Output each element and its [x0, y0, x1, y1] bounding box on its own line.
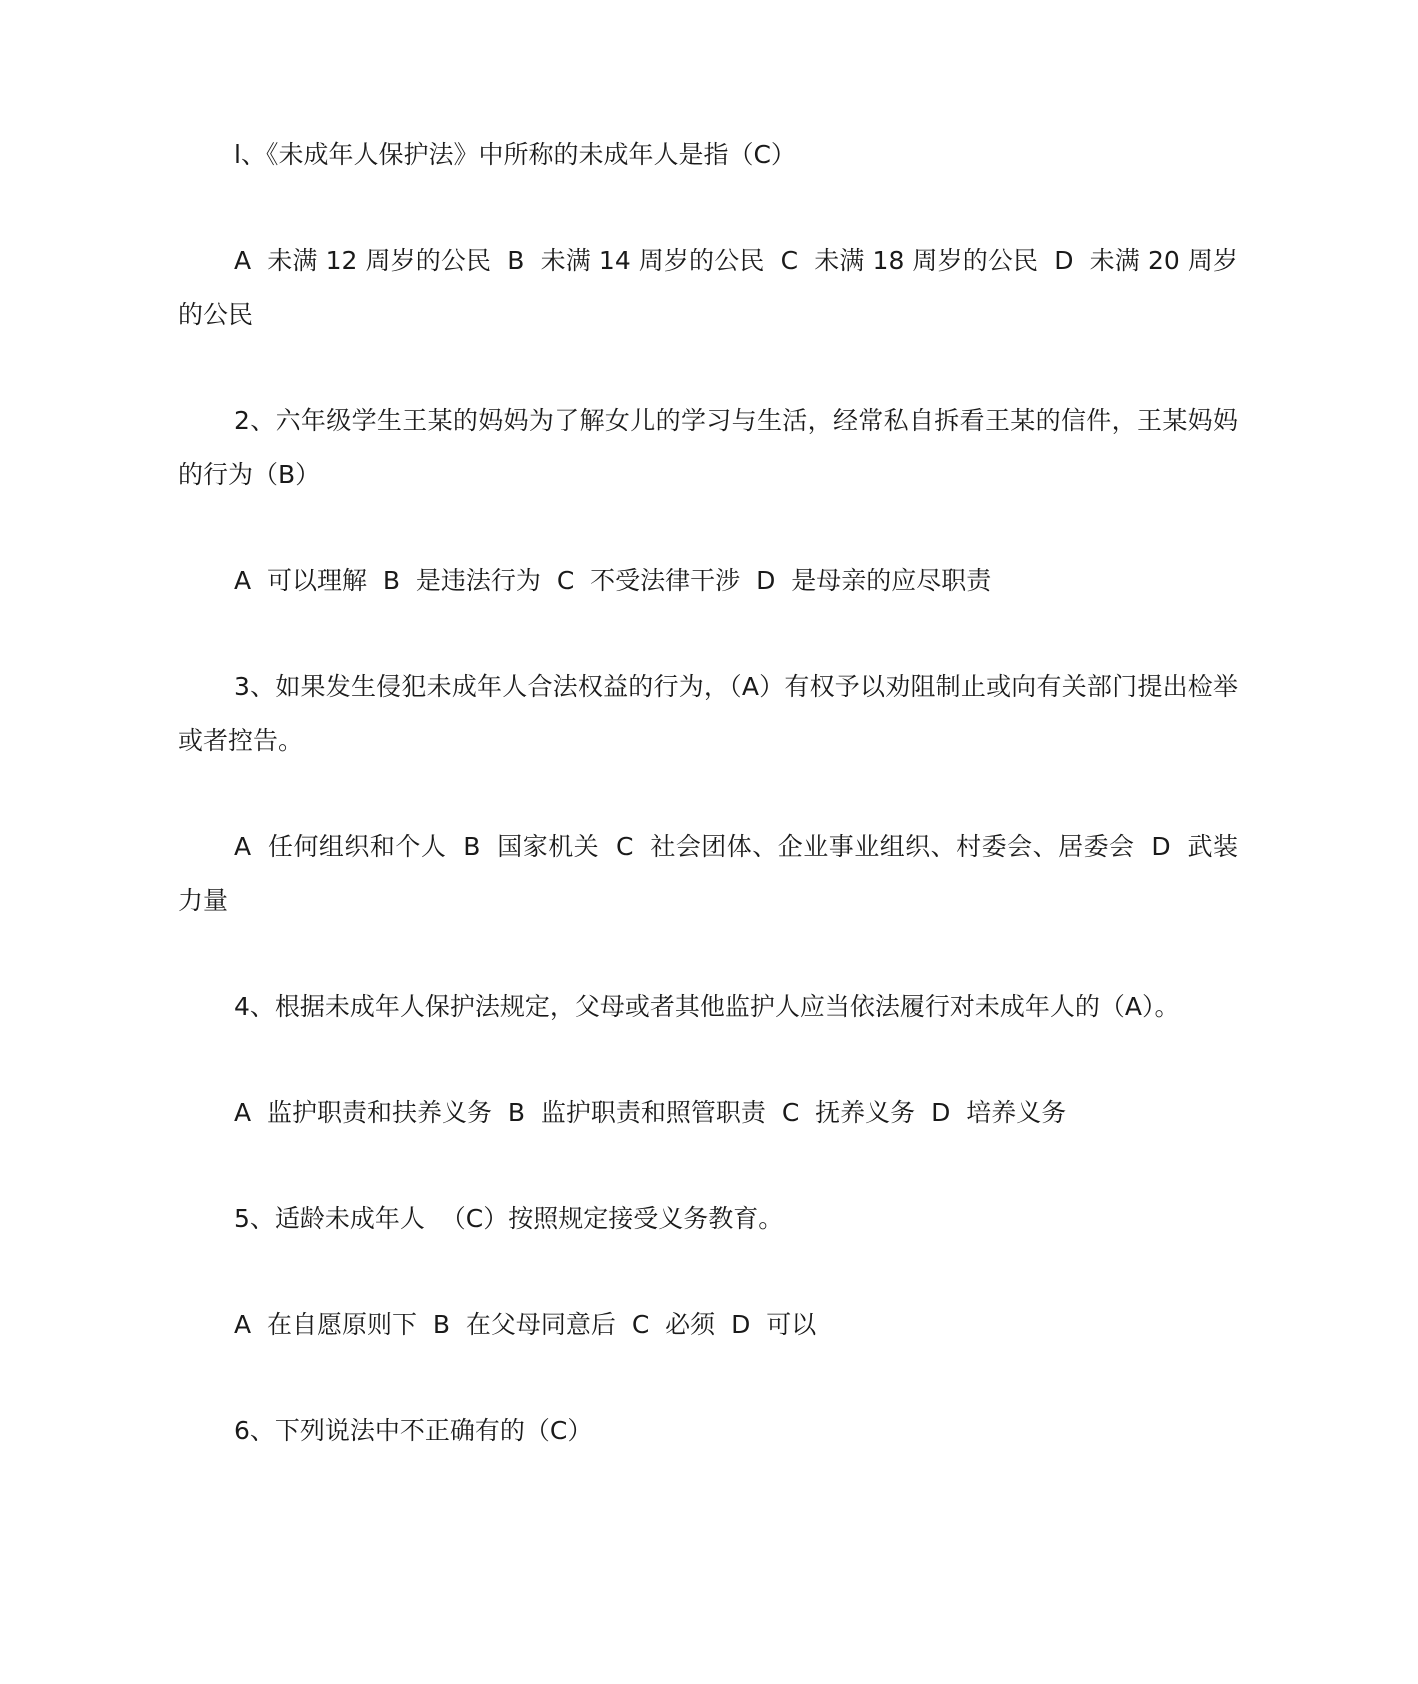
question-1-options: A 未满 12 周岁的公民 B 未满 14 周岁的公民 C 未满 18 周岁的公民 D 未满 20 周岁的公民	[178, 246, 1238, 329]
question-2-options: A 可以理解 B 是违法行为 C 不受法律干涉 D 是母亲的应尽职责	[234, 566, 992, 595]
question-1: l、《未成年人保护法》中所称的未成年人是指（C）	[234, 140, 796, 169]
question-5: 5、适龄未成年人 （C）按照规定接受义务教育。	[234, 1204, 784, 1233]
question-4: 4、根据未成年人保护法规定，父母或者其他监护人应当依法履行对未成年人的（A）。	[234, 992, 1180, 1021]
question-5-options: A 在自愿原则下 B 在父母同意后 C 必须 D 可以	[234, 1310, 817, 1339]
question-3-options: A 任何组织和个人 B 国家机关 C 社会团体、企业事业组织、村委会、居委会 D 武装力量	[178, 832, 1238, 915]
question-3: 3、如果发生侵犯未成年人合法权益的行为，（A）有权予以劝阻制止或向有关部门提出检举或者控告。	[178, 672, 1238, 755]
document-body	[178, 128, 1238, 1510]
question-4-options: A 监护职责和扶养义务 B 监护职责和照管职责 C 抚养义务 D 培养义务	[234, 1098, 1067, 1127]
question-6: 6、下列说法中不正确有的（C）	[234, 1416, 593, 1445]
question-2: 2、六年级学生王某的妈妈为了解女儿的学习与生活，经常私自拆看王某的信件，王某妈妈的行为（B）	[178, 406, 1238, 489]
